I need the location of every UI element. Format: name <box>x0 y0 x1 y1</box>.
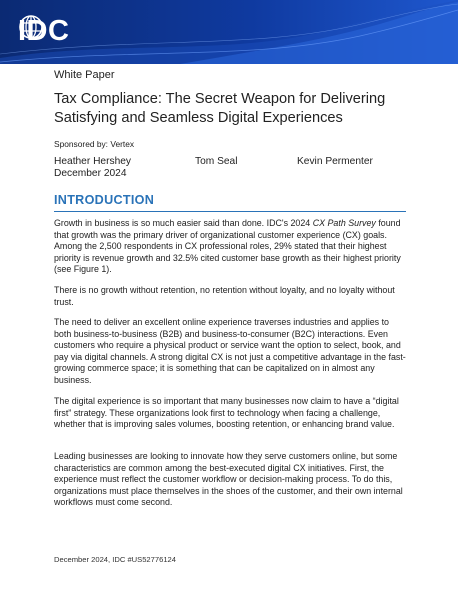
section-divider <box>54 211 406 212</box>
publication-date: December 2024 <box>54 168 127 179</box>
author-name: Heather Hershey <box>54 156 132 167</box>
paragraph: There is no growth without retention, no retention without loyalty, and no loyalty without trust. <box>54 285 395 307</box>
idc-globe-icon <box>18 14 44 40</box>
author-block <box>54 156 406 182</box>
paragraph: Leading businesses are looking to innovate how they serve customers online, but some characteristics are common among the best-executed digital CX initiatives. First, the experience must reflect the customer workflow or decision-making process. To do this, organizations must place themselves in the shoes of the customer, and their own internal workflows must come second. <box>54 451 403 508</box>
survey-name: CX Path Survey <box>312 218 376 228</box>
idc-logo-text: IDC <box>18 15 70 47</box>
paragraph-text: found that growth was the primary driver of organizational customer experience (CX) goals. Among the 2,500 respondents in CX professional roles, 29% stated that their highest priority is revenue growth and 32.5% cited customer base growth as their highest priority (see Figure 1). <box>54 218 401 275</box>
page-footer: December 2024, IDC #US52776124 <box>54 555 176 564</box>
paragraph <box>54 218 406 276</box>
author-name: Kevin Permenter <box>297 156 373 167</box>
idc-logo <box>18 14 69 48</box>
document-type: White Paper <box>54 69 115 81</box>
paragraph: The need to deliver an excellent online experience traverses industries and applies to both business-to-business (B2B) and business-to-consumer (B2C) interactions. Even customers who require a physical product or service want the option to select, book, and pay via digital channels. A strong digital CX is not just a competitive advantage in the fast-growing commerce space; it is something that can be capitalized on in almost any business. <box>54 317 406 385</box>
paragraph-text: Growth in business is so much easier said than done. IDC's 2024 <box>54 218 313 228</box>
section-heading: INTRODUCTION <box>54 193 155 207</box>
sponsor-line: Sponsored by: Vertex <box>54 139 135 149</box>
document-title: Tax Compliance: The Secret Weapon for Delivering Satisfying and Seamless Digital Experiences <box>54 91 386 126</box>
paragraph: The digital experience is so important that many businesses now claim to have a “digital first” strategy. These organizations look first to technology when facing a challenge, whether that is improving sales volumes, boosting retention, or enhancing brand value. <box>54 396 399 430</box>
header-banner <box>0 0 458 64</box>
author-name: Tom Seal <box>195 156 238 167</box>
